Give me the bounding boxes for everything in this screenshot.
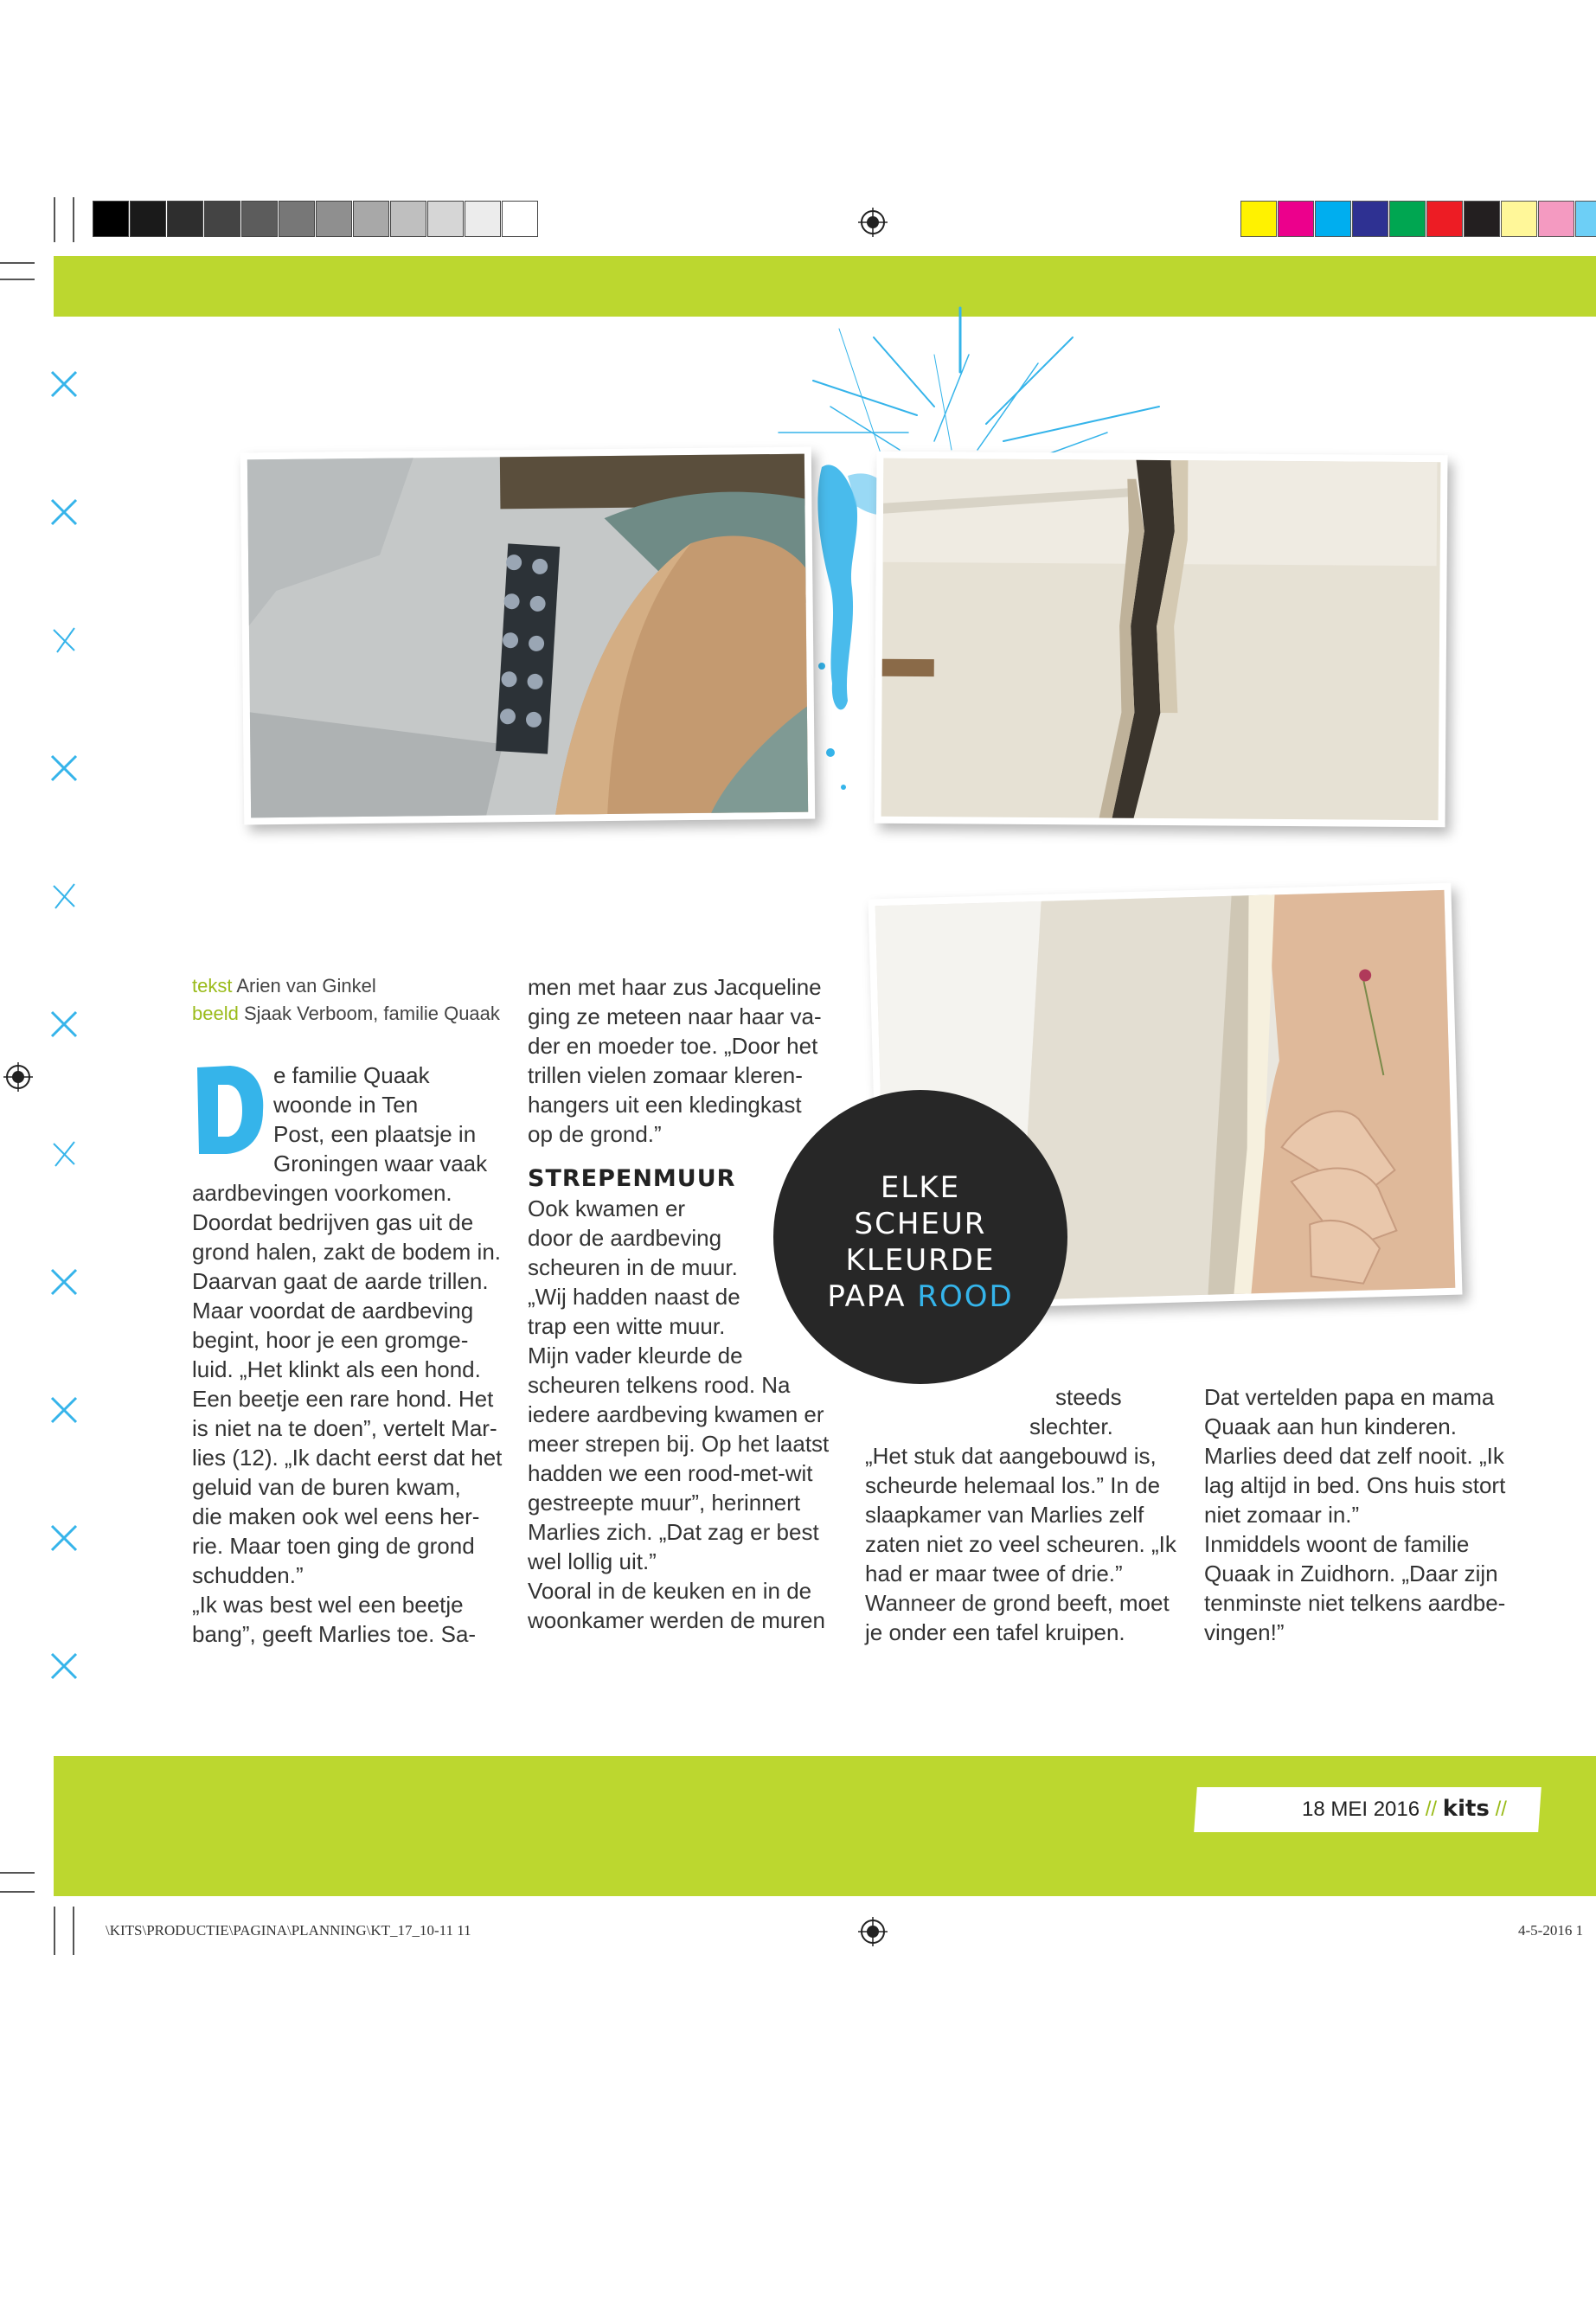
text-line: had er maar twee of drie.”: [865, 1561, 1123, 1586]
credit-text-label: tekst: [192, 975, 233, 997]
text-line: aardbevingen voorkomen.: [192, 1180, 452, 1206]
text-line: Quaak aan hun kinderen.: [1204, 1413, 1457, 1439]
crop-mark: [54, 1907, 55, 1955]
text-line: trap een witte muur.: [528, 1313, 726, 1339]
credit-image-label: beeld: [192, 1003, 239, 1024]
text-line: op de grond.”: [528, 1121, 662, 1147]
quote-line: [773, 1279, 1067, 1315]
text-line: schudden.”: [192, 1562, 304, 1588]
article-column-3: [865, 1382, 1194, 1647]
grayscale-calibration-strip: [93, 201, 539, 237]
text-line: men met haar zus Jacqueline: [528, 974, 822, 1000]
text-line: woonkamer werden de muren: [528, 1607, 825, 1633]
text-line: iedere aardbeving kwamen er: [528, 1401, 824, 1427]
text-line: slaapkamer van Marlies zelf: [865, 1502, 1144, 1528]
quote-line: ELKE: [880, 1170, 961, 1205]
quote-highlight-word: ROOD: [917, 1279, 1014, 1314]
text-line: begint, hoor je een gromge-: [192, 1327, 469, 1353]
issue-date: 18 MEI 2016: [1302, 1798, 1420, 1821]
cross-mark-icon: [48, 1138, 80, 1170]
cross-mark-icon: [48, 881, 80, 912]
text-line: Marlies deed dat zelf nooit. „Ik: [1204, 1443, 1504, 1469]
photo-wall-anchor: [240, 447, 815, 825]
registration-target-icon: [3, 1062, 33, 1092]
text-line: meer strepen bij. Op het laatst: [528, 1431, 830, 1457]
article-column-4: [1204, 1382, 1533, 1647]
crop-mark: [73, 1907, 74, 1955]
photo-wall-crack: [875, 452, 1448, 828]
text-line: hangers uit een kledingkast: [528, 1092, 802, 1118]
cross-mark-icon: [48, 1522, 80, 1554]
text-line: Maar voordat de aardbeving: [192, 1298, 474, 1324]
text-line: bang”, geeft Marlies toe. Sa-: [192, 1621, 477, 1647]
text-line: grond halen, zakt de bodem in.: [192, 1239, 502, 1265]
crop-mark: [54, 197, 55, 242]
text-line: „Wij hadden naast de: [528, 1284, 740, 1310]
text-line: scheurde helemaal los.” In de: [865, 1472, 1161, 1498]
text-line: Vooral in de keuken en in de: [528, 1578, 812, 1604]
registration-target-icon: [858, 208, 888, 237]
text-line: lies (12). „Ik dacht eerst dat het: [192, 1445, 503, 1471]
color-calibration-strip: [1240, 201, 1596, 237]
text-line: geluid van de buren kwam,: [192, 1474, 461, 1500]
text-line: slechter.: [1029, 1413, 1113, 1439]
crop-mark: [0, 1891, 35, 1893]
quote-line: SCHEUR: [854, 1207, 987, 1241]
text-line: Quaak in Zuidhorn. „Daar zijn: [1204, 1561, 1498, 1586]
crop-mark: [0, 1872, 35, 1874]
text-line: Marlies zich. „Dat zag er best: [528, 1519, 819, 1545]
text-line: Ook kwamen er: [528, 1195, 686, 1221]
text-line: e familie Quaak: [273, 1062, 430, 1088]
text-line: scheuren telkens rood. Na: [528, 1372, 791, 1398]
cross-mark-icon: [48, 1650, 80, 1682]
text-line: „Ik was best wel een beetje: [192, 1592, 464, 1618]
cross-mark-icon: [48, 1009, 80, 1040]
text-line: Groningen waar vaak: [273, 1150, 488, 1176]
article-credits: [192, 972, 538, 1028]
separator: //: [1495, 1798, 1507, 1821]
text-line: Dat vertelden papa en mama: [1204, 1384, 1495, 1410]
text-line: ging ze meteen naar haar va-: [528, 1003, 822, 1029]
registration-target-icon: [858, 1917, 888, 1946]
cross-mark-icon: [48, 1394, 80, 1426]
crop-mark: [73, 197, 74, 242]
slug-date: 4-5-2016 1: [1518, 1922, 1584, 1939]
text-line: luid. „Het klinkt als een hond.: [192, 1356, 481, 1382]
text-line: steeds: [1055, 1384, 1122, 1410]
cross-mark-icon: [48, 753, 80, 784]
quote-word: PAPA: [827, 1279, 907, 1314]
text-line: door de aardbeving: [528, 1225, 722, 1251]
footer-folio: [1302, 1796, 1507, 1822]
text-line: Doordat bedrijven gas uit de: [192, 1209, 474, 1235]
text-line: woonde in Ten: [273, 1092, 419, 1118]
cross-mark-icon: [48, 625, 80, 656]
text-line: vingen!”: [1204, 1619, 1285, 1645]
text-line: je onder een tafel kruipen.: [865, 1619, 1125, 1645]
text-line: rie. Maar toen ging de grond: [192, 1533, 475, 1559]
text-line: Mijn vader kleurde de: [528, 1343, 743, 1368]
text-line: Wanneer de grond beeft, moet: [865, 1590, 1170, 1616]
text-line: gestreepte muur”, herinnert: [528, 1490, 801, 1516]
slug-path: \KITS\PRODUCTIE\PAGINA\PLANNING\KT_17_10-11 11: [106, 1922, 471, 1939]
crop-mark: [0, 262, 35, 264]
cross-mark-icon: [48, 369, 80, 400]
quote-line: KLEURDE: [845, 1243, 996, 1278]
text-line: zaten niet zo veel scheuren. „Ik: [865, 1531, 1176, 1557]
text-line: Daarvan gaat de aarde trillen.: [192, 1268, 489, 1294]
text-line: der en moeder toe. „Door het: [528, 1033, 818, 1059]
text-line: is niet na te doen”, vertelt Mar-: [192, 1415, 497, 1441]
text-line: scheuren in de muur.: [528, 1254, 738, 1280]
brand-name: kits: [1442, 1796, 1490, 1822]
text-line: die maken ook wel eens her-: [192, 1503, 480, 1529]
text-line: „Het stuk dat aangebouwd is,: [865, 1443, 1157, 1469]
text-line: Inmiddels woont de familie: [1204, 1531, 1470, 1557]
section-heading: STREPENMUUR: [528, 1165, 736, 1192]
crop-mark: [0, 279, 35, 280]
text-line: lag altijd in bed. Ons huis stort: [1204, 1472, 1506, 1498]
cross-mark-icon: [48, 497, 80, 528]
cross-mark-icon: [48, 1266, 80, 1298]
text-line: Een beetje een rare hond. Het: [192, 1386, 494, 1412]
credit-image-value: Sjaak Verboom, familie Quaak: [243, 1003, 500, 1024]
credit-text-value: Arien van Ginkel: [236, 975, 376, 997]
article-column-1: [192, 1061, 521, 1649]
text-line: wel lollig uit.”: [528, 1548, 657, 1574]
text-line: tenminste niet telkens aardbe-: [1204, 1590, 1506, 1616]
text-line: niet zomaar in.”: [1204, 1502, 1360, 1528]
text-line: trillen vielen zomaar kleren-: [528, 1062, 803, 1088]
text-line: hadden we een rood-met-wit: [528, 1460, 813, 1486]
pull-quote-circle: [773, 1090, 1067, 1384]
separator: //: [1425, 1798, 1438, 1821]
text-line: Post, een plaatsje in: [273, 1121, 477, 1147]
